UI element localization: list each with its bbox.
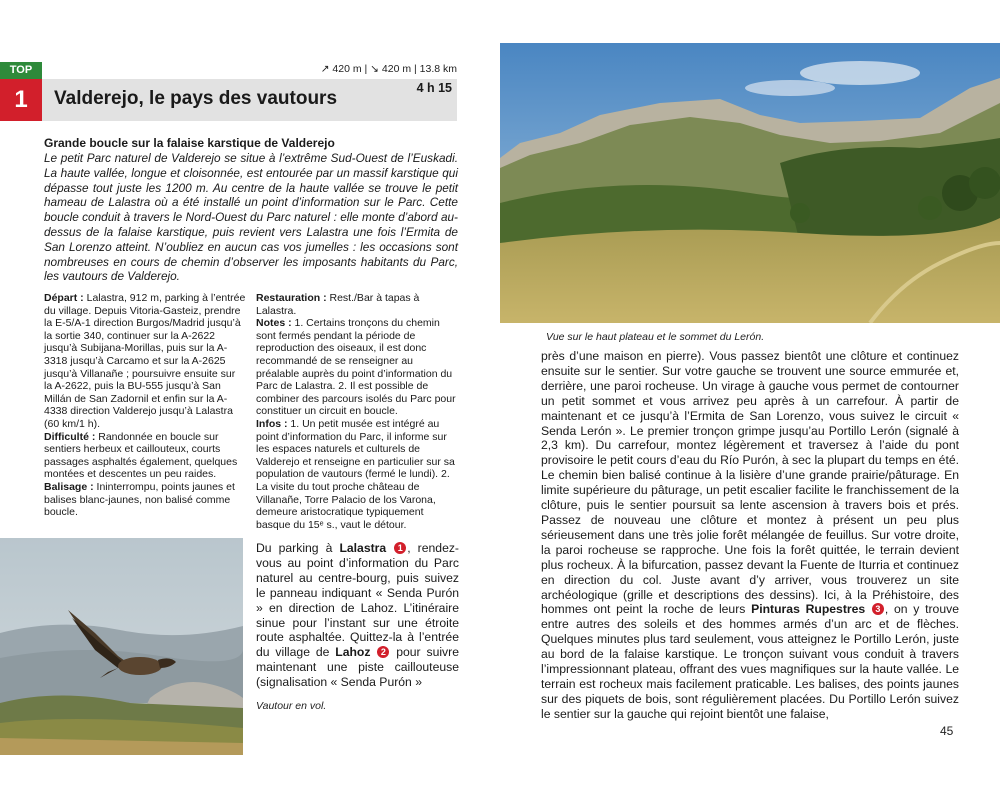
waypoint-3: 3	[872, 603, 884, 615]
route-right-t2: , on y trouve entre autres des soleils et des hommes armés d’un arc et de flèches. Quelques minutes plus tard seulement, vous atteignez le Portillo Lerón, juste au bord de la falaise karstique. Le tronçon suivant vous conduit à travers l’impressionnant plateau, offrant des vues magnifiques sur la haute vallée. Le terrain est rocheux mais facilement praticable. Les balises, des points jaunes sur des piquets de bois, sont régulièrement placées. Du Portillo Lerón suivez le sentier sur la gauche qui rejoint bientôt une falaise,	[541, 602, 959, 721]
vulture-photo	[0, 538, 243, 755]
depart-text: Lalastra, 912 m, parking à l’entrée du village. Depuis Vitoria-Gasteiz, prendre la E-5/A-1 direction Burgos/Madrid jusqu’à la sortie 340, continuer sur la A-2622 jusqu’à Subijana-Morillas, puis sur la A-3318 jusqu’à Carcamo et sur la A-2625 jusqu’à Villanañe ; poursuivre ensuite sur la A-2622, puis la BU-555 jusqu’à San Millán de San Zadornil et enfin sur la A-4338 direction Valderejo jusqu’à Lalastra (60 km/1 h).	[44, 292, 246, 430]
waypoint-2: 2	[377, 646, 389, 658]
difficulte-label: Difficulté :	[44, 430, 96, 443]
notes-text: 1. Certains tronçons du chemin sont fermés pendant la période de reproduction des oiseaux, il est donc recommandé de se renseigner au préalable auprès du point d’information du Parc de Lalastra. 2. Il est possible de combiner des parcours isolés du Parc pour constituer un circuit en boucle.	[256, 317, 456, 418]
landscape-photo	[500, 43, 1000, 323]
page-title: Valderejo, le pays des vautours	[54, 88, 338, 109]
route-stats: ↗ 420 m | ↘ 420 m | 13.8 km	[320, 63, 457, 75]
route-text-left	[256, 541, 459, 690]
waypoint-1: 1	[394, 542, 406, 554]
vulture-caption: Vautour en vol.	[256, 700, 327, 712]
route-left-t2: , rendez-vous au point d’information du Parc naturel au centre-bourg, puis suivez le panneau indiquant « Senda Purón » en direction de Lahoz. L’itinéraire sinue pour l’instant sur une étroite route asphaltée. Quittez-la à l’entrée du village de	[256, 541, 459, 660]
balisage-text: Ininterrompu, points jaunes et balises blanc-jaunes, non balisé comme boucle.	[44, 480, 235, 519]
infos-label: Infos :	[256, 417, 288, 430]
depart-label: Départ :	[44, 292, 84, 304]
route-left-t3: pour suivre maintenant une piste caillouteuse (signalisation « Senda Purón »	[256, 645, 459, 690]
restauration-text: Rest./Bar à tapas à Lalastra.	[256, 292, 420, 317]
info-right-column	[256, 292, 458, 531]
route-number: 1	[0, 79, 42, 121]
route-text-right	[541, 349, 959, 722]
restauration-label: Restauration :	[256, 292, 327, 304]
route-left-t1: Du parking à	[256, 541, 340, 555]
infos-text: 1. Un petit musée est intégré au point d’information du Parc, il informe sur les espaces naturels et culturels de Valderejo et renseigne en particulier sur sa population de vautours (fermé le lundi). 2. La visite du tout proche château de Villanañe, Torre Palacio de los Varona, demeure aristocratique typiquement basque du 15ᵉ s., vaut le détour.	[256, 417, 455, 531]
notes-label: Notes :	[256, 317, 292, 330]
difficulte-text: Randonnée en boucle sur sentiers herbeux et caillouteux, courts passages asphaltés également, quelques montées et descentes un peu raides.	[44, 430, 238, 481]
route-right-t1: près d’une maison en pierre). Vous passez bientôt une clôture et continuez ensuite sur le sentier. Sur votre gauche se trouvent une source emmurée et, derrière, une paroi rocheuse. Un virage à gauche vous permet de contourner un petit sommet et vous arrivez peu après à un carrefour. À partir de maintenant et ce jusqu’à l’Ermita de San Lorenzo, vous suivez le circuit « Senda Lerón ». Le premier tronçon grimpe jusqu’au Portillo Lerón (signalé à 2,3 km). Du carrefour, montez légèrement et traversez à l’aide du pont provisoire le petit cours d’eau du Río Purón, à sec la plupart du temps en été. Le chemin bien balisé continue à la lisière d’une grande prairie/pâturage. En limite supérieure du pâturage, un petit escalier facilite le franchissement de la clôture, puis le sentier poursuit sa lente ascension à travers bois et prés. Passez de nouveau une clôture et montez à présent un peu plus sérieusement dans une très jolie forêt mélangée de feuillus. Sur votre droite, la paroi rocheuse se rapproche. Une fois la forêt quittée, le terrain devient plus rocheux. À la bifurcation, passez devant la Fuente de Iturria et continuez en direction du col. Juste avant d’y arriver, vous trouverez un site archéologique (grille et descriptions des dessins). Ici, à la Préhistoire, des hommes ont peint la roche de leurs	[541, 349, 959, 617]
page-number: 45	[940, 724, 954, 738]
top-tag: TOP	[0, 62, 42, 79]
place-lalastra: Lalastra	[339, 541, 387, 555]
place-lahoz: Lahoz	[335, 645, 371, 660]
route-duration: 4 h 15	[416, 81, 452, 95]
intro-text: Le petit Parc naturel de Valderejo se situe à l’extrême Sud-Ouest de l’Euskadi. La haute vallée, longue et cloisonnée, est entourée par un massif karstique qui dépasse tout juste les 1200 m. Au centre de la haute vallée se trouve le petit hameau de Lalastra où a été installé un point d’information sur le Parc. Cette boucle conduit à travers le Nord-Ouest du Parc naturel : elle monte d’abord au-dessus de la falaise karstique, puis revient vers Lalastra une fois l’Ermita de San Lorenzo atteint. N’oubliez en aucun cas vos jumelles : les occasions sont nombreuses en cours de chemin d’observer les imposants habitants du Parc, les vautours de Valderejo.	[44, 151, 458, 284]
route-subtitle: Grande boucle sur la falaise karstique de Valderejo	[44, 136, 335, 150]
info-left-column	[44, 292, 246, 519]
place-pinturas-rupestres: Pinturas Rupestres	[751, 602, 866, 617]
balisage-label: Balisage :	[44, 480, 94, 493]
landscape-caption: Vue sur le haut plateau et le sommet du Lerón.	[546, 331, 765, 343]
